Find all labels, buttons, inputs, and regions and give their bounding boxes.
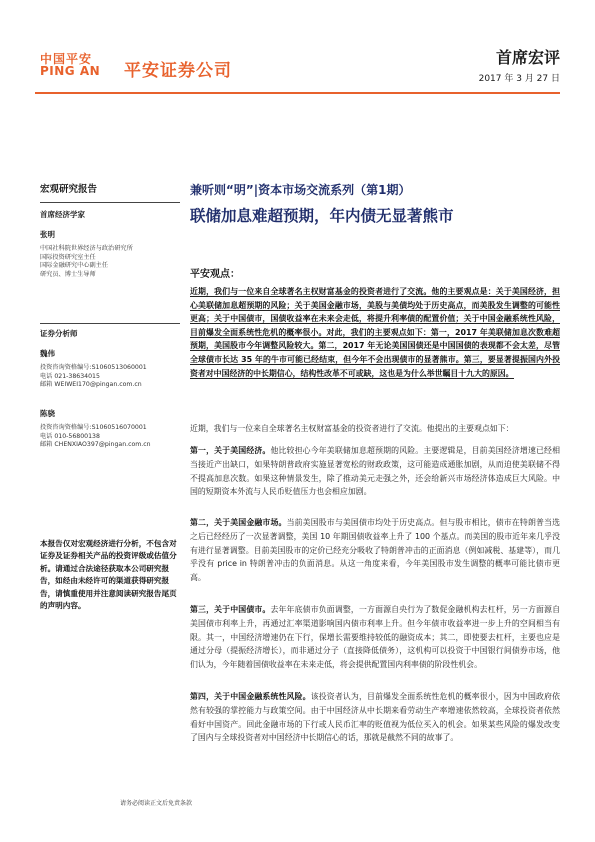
point-lead: 第二，关于美国金融市场。 [190, 518, 287, 527]
point-lead: 第四，关于中国金融系统性风险。 [190, 692, 311, 701]
analyst-name: 陈骁 [40, 409, 55, 418]
headline: 联储加息难超预期，年内债无显著熊市 [190, 207, 454, 225]
report-date: 2017 年 3 月 27 日 [478, 74, 560, 84]
chief-title-line: 国际投资研究室主任 [40, 253, 96, 261]
header-divider [35, 92, 560, 94]
summary-text: 近期，我们与一位来自全球著名主权财富基金的投资者进行了交流。他的主要观点是：关于美国经济，担心美联储加息超预期的风险；关于美国金融市场，美股与美债均处于历史高点，而美股发生调整的可能性更高；关于中国债市，国债收益率在未来会走低，将提升利率债的配置价值；关于中国金融系统性风险，目前爆发全面系统性危机的概率很小。对此，我们的主要观点如下：第一，2017 年美联储加息次数难超预期，美国股市今年调整风险较大。第二，2017 年无论美国国债还是中国国债的表现都不会太差，尽管全球债市长达 35 年的牛市可能已经结束，但今年不会出现债市的显著熊市。第三，要显著提振国内外投资者对中国经济的中长期信心，结构性改革不可或缺，这也是为什么举世瞩目十九大的原因。 [190, 287, 560, 378]
chief-heading: 首席经济学家 [40, 210, 85, 219]
chief-title-line: 中国社科院世界经济与政治研究所 [40, 245, 133, 252]
analyst-license: 投资咨询资格编号:S1060516070001 [40, 424, 147, 431]
analyst-heading: 证券分析师 [40, 329, 78, 338]
point-lead: 第三，关于中国债市。 [190, 605, 271, 614]
point-text: 去年年底债市负面调整，一方面源自央行为了数促金融机构去杠杆，另一方面源自美国债市利率上升，再通过汇率渠道影响国内债市利率上升。但今年债市收益率进一步上升的空间相当有限。其一，中国经济增速仍在下行，保增长需要维持较低的融资成本；其二，即使要去杠杆，主要也应是通过分母（提振经济增长），而非通过分子（直接降低债务），这机构可以投资于中国银行间债券市场，他们认为，今年随着国债收益率在未来走低，将会提供配置国内利率债的阶段性机会。 [190, 605, 560, 670]
analyst-license: 投资咨询资格编号:S1060513060001 [40, 364, 147, 371]
point-paragraph [190, 603, 560, 672]
logo-en: PING AN [40, 64, 101, 78]
analyst-phone: 电话 010-56800138 [40, 432, 100, 440]
sidebar-disclaimer: 本报告仅对宏观经济进行分析，不包含对证券及证券相关产品的投资评级或估值分析。请通过合法途径获取本公司研究报告，如经由未经许可的渠道获得研究报告，请慎重使用并注意阅读研究报告尾页的声明内容。 [40, 539, 177, 611]
analyst-name: 魏伟 [40, 349, 55, 358]
logo-cn: 中国平安 [40, 52, 93, 66]
analyst-contact [40, 424, 182, 450]
report-series-title: 首席宏评 [495, 48, 560, 67]
report-type: 宏观研究报告 [40, 184, 98, 195]
footer-note: 请务必阅读正文后免责条款 [120, 800, 193, 807]
analyst-email: 邮箱 CHENXIAO397@pingan.com.cn [40, 441, 151, 449]
viewpoint-heading: 平安观点： [190, 269, 240, 280]
point-text: 该投资者认为，目前爆发全面系统性危机的概率很小，因为中国政府依然有较强的掌控能力与政策空间。由于中国经济从中长期来看劳动生产率增速依然较高，全球投资者依然看好中国资产。回此金融市场的下行或人民币汇率的贬值视为低位买入的机会。如果某些风险的爆发改变了国内与全球投资者对中国经济中长期信心的话，那就是截然不同的故事了。 [190, 692, 560, 743]
point-text: 当前美国股市与美国债市均处于历史高点。但与股市相比，债市在特朗普当选之后已经经历了一次显著调整，美国 10 年期国债收益率上升了 100 个基点。而美国的股市近年来几乎没有进行显著调整。目前美国股市的定价已经充分吸收了特朗普冲击的正面消息（例如减税、基建等），而几乎没有 price in 特朗普冲击的负面消息。从这一角度来看，今年美国股市发生调整的概率可能比债市更高。 [190, 518, 560, 583]
intro-paragraph: 近期，我们与一位来自全球著名主权财富基金的投资者进行了交流。他提出的主要观点如下： [190, 424, 514, 433]
analyst-email: 邮箱 WEIWEI170@pingan.com.cn [40, 381, 142, 389]
point-text: 他比较担心今年美联储加息超预期的风险。主要逻辑是，目前美国经济增速已经相当接近产出缺口，如果特朗普政府实施显著宽松的财政政策，这可能造成通胀加剧，从而迫使美联储不得不提高加息次数。如果这种情景发生，除了推动美元走强之外，还会给新兴市场经济体造成巨大风险。中国的短期资本外流与人民币贬值压力也会相应加剧。 [190, 446, 560, 497]
chief-name: 张明 [40, 230, 55, 239]
sidebar-divider [40, 202, 180, 203]
point-paragraph [190, 444, 560, 499]
point-lead: 第一，关于美国经济。 [190, 446, 271, 455]
point-paragraph [190, 516, 560, 585]
chief-title-line: 国际金融研究中心副主任 [40, 262, 109, 270]
analyst-phone: 电话 021-38634015 [40, 372, 100, 380]
summary-paragraph [190, 285, 560, 380]
series-title: 兼听则“明”|资本市场交流系列（第1期） [190, 183, 411, 197]
sidebar-divider [40, 323, 180, 324]
brand-name: 平安证券公司 [124, 61, 232, 81]
chief-title-line: 研究员、博士生导师 [40, 270, 96, 278]
point-paragraph [190, 690, 560, 745]
analyst-contact [40, 364, 182, 390]
chief-titles [40, 245, 182, 279]
